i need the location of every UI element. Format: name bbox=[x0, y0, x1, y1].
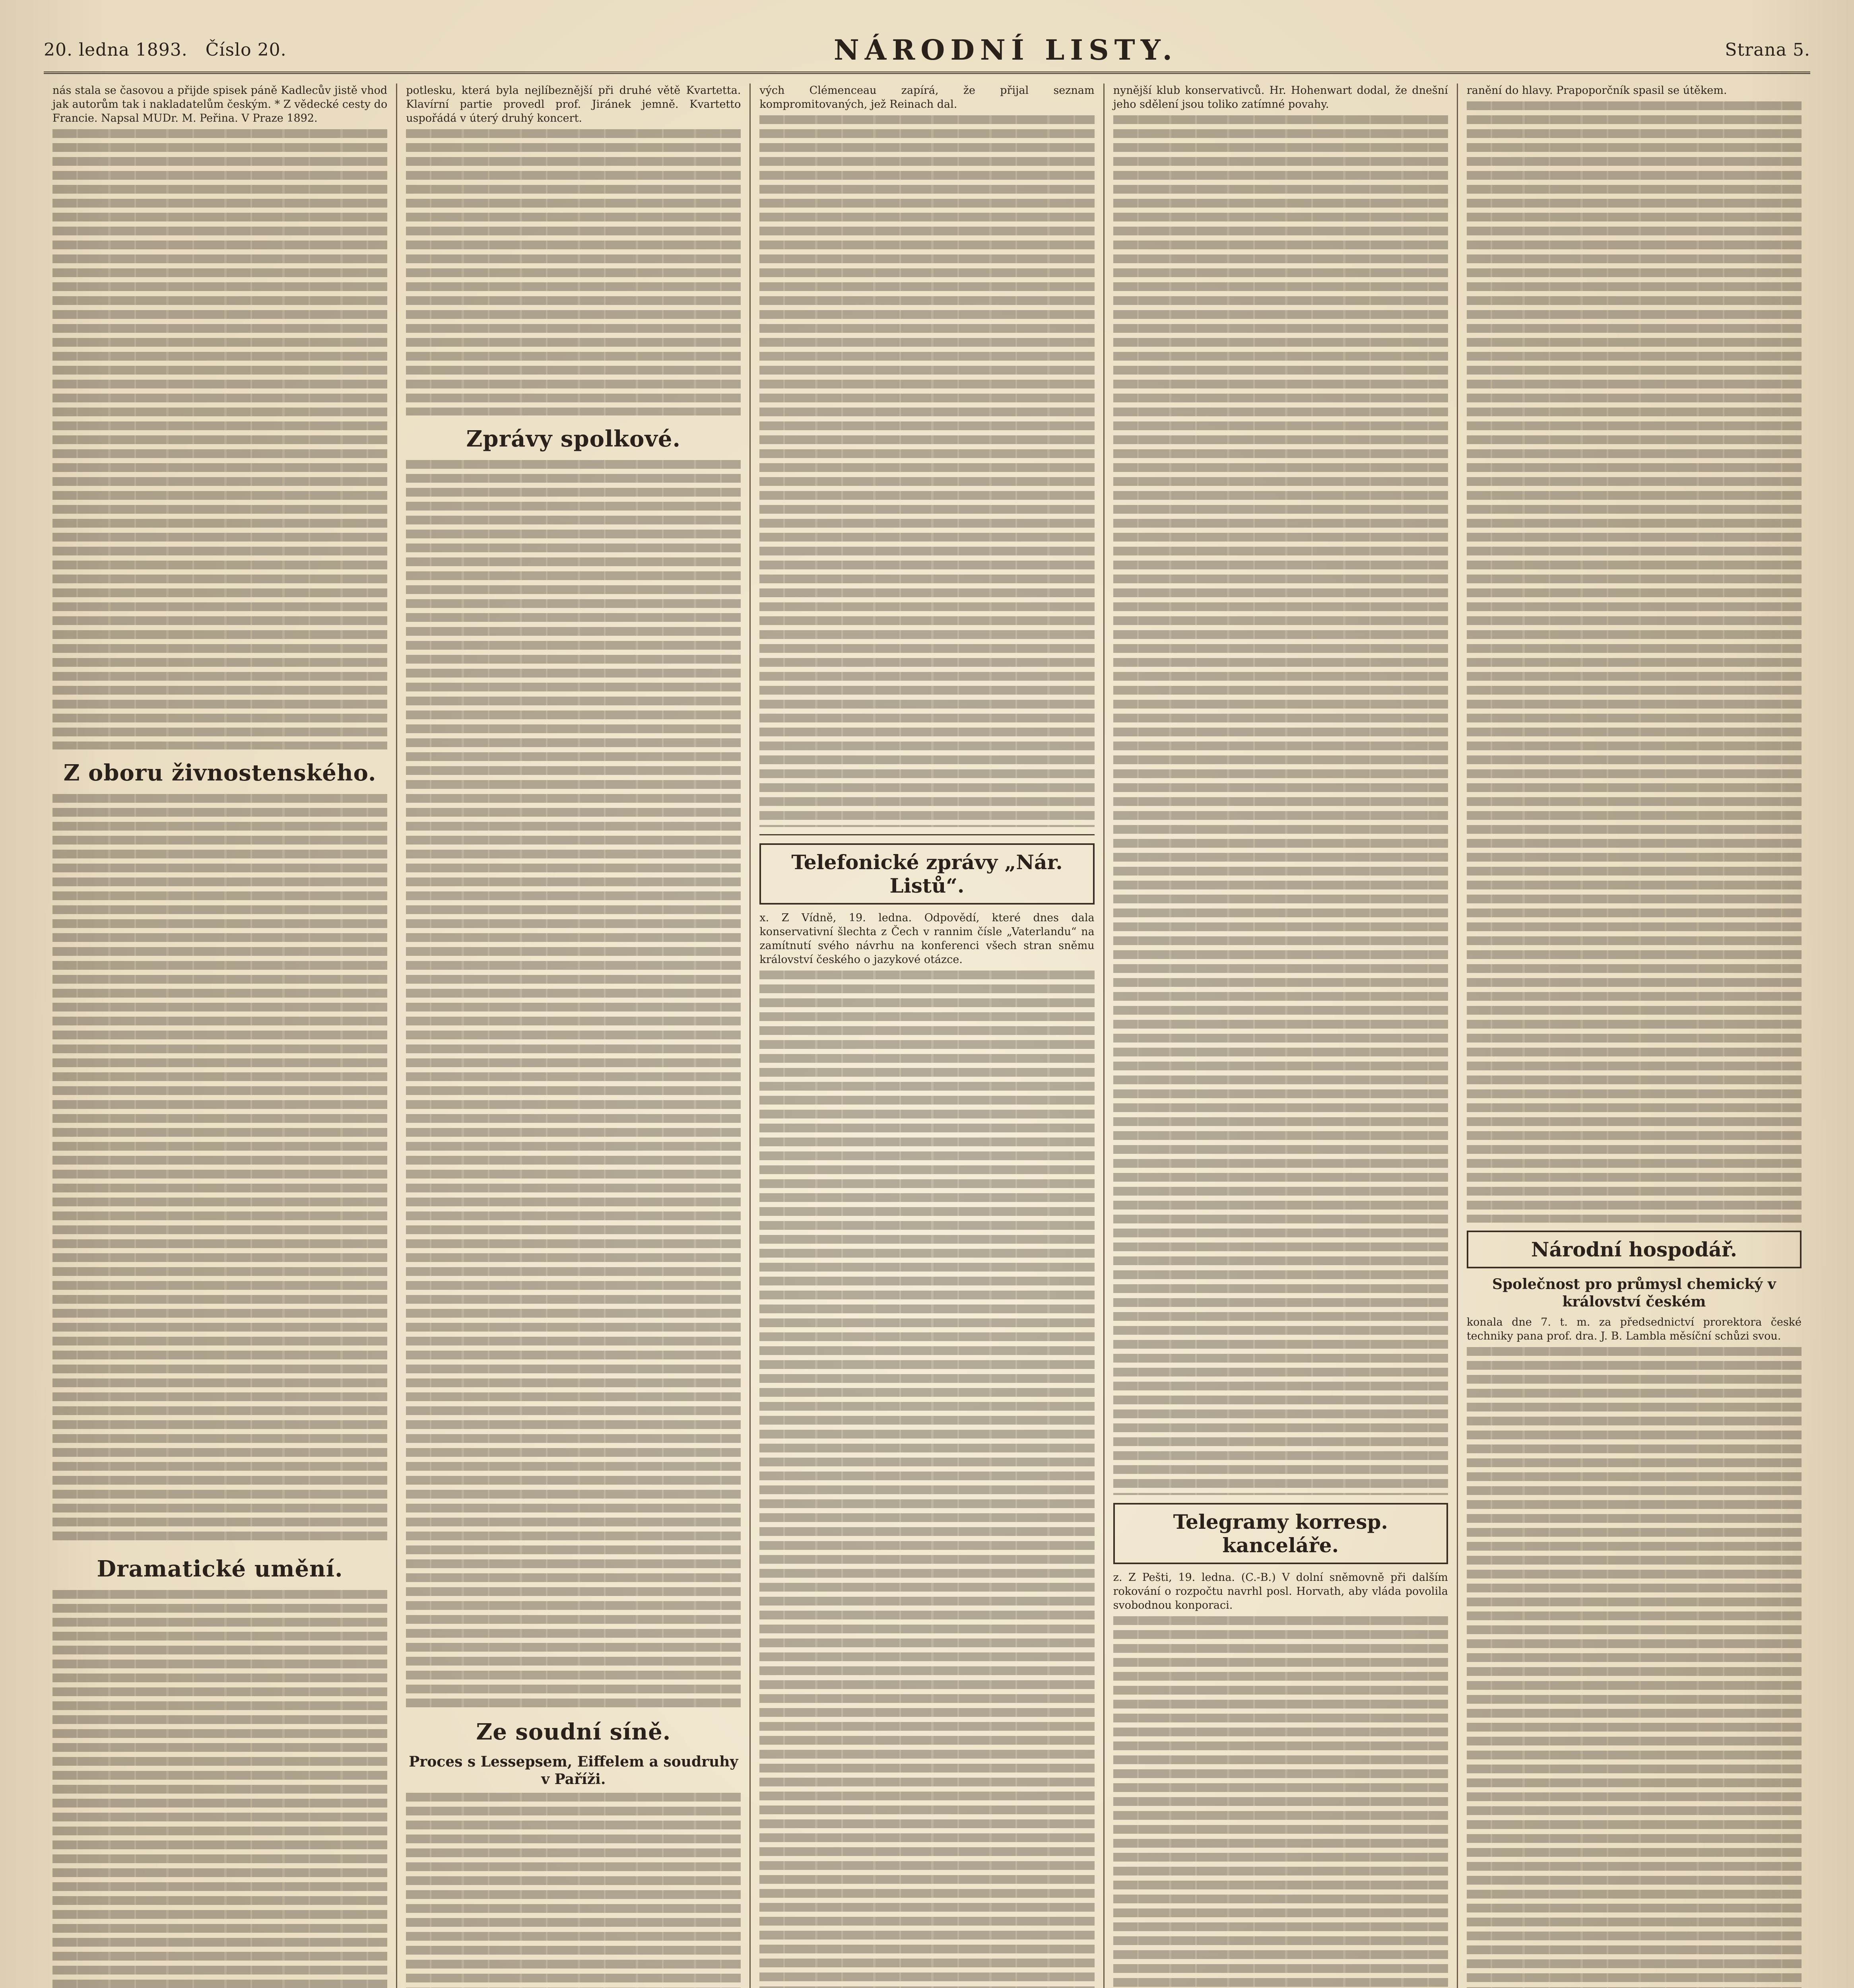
column-text: ranění do hlavy. Prapoporčník spasil se útěkem. bbox=[1466, 84, 1727, 97]
text-block bbox=[406, 129, 741, 415]
text-block bbox=[1113, 1616, 1448, 1988]
column-1 bbox=[44, 83, 397, 1988]
column-text: konala dne 7. t. m. za předsednictví prorektora české techniky pana prof. dra. J. B. Lambla měsíční schůzi svou. bbox=[1466, 1316, 1802, 1342]
article-headline: Společnost pro průmysl chemický v království českém bbox=[1492, 1276, 1776, 1310]
text-block bbox=[759, 971, 1094, 1988]
section-heading: Národní hospodář. bbox=[1467, 1231, 1802, 1268]
header-date-issue: 20. ledna 1893. Číslo 20. bbox=[44, 39, 287, 60]
column-4 bbox=[1105, 83, 1458, 1988]
section-heading: Telegramy korresp. kanceláře. bbox=[1113, 1503, 1448, 1564]
text-block bbox=[759, 115, 1094, 827]
page-number: Strana 5. bbox=[1725, 39, 1810, 60]
column-3 bbox=[751, 83, 1104, 1988]
column-text: x. Z Vídně, 19. ledna. Odpovědí, které dnes dala konservativní šlechta z Čech v rannim čísle „Vaterlandu“ na zamítnutí svého návrhu na konferenci všech stran sněmu království českého o jazykové otázce. bbox=[759, 912, 1095, 966]
divider bbox=[759, 834, 1094, 835]
column-text: nás stala se časovou a přijde spisek páně Kadlecův jistě vhod jak autorům tak i nakladatelům českým. * Z vědecké cesty do Francie. Napsal MUDr. M. Peřina. V Praze 1892. bbox=[52, 84, 388, 124]
column-text: nynější klub konservativců. Hr. Hohenwart dodal, že dnešní jeho sdělení jsou toliko zatímné povahy. bbox=[1113, 84, 1448, 111]
text-block bbox=[406, 460, 741, 1708]
section-heading: Telefonické zprávy „Nár. Listů“. bbox=[759, 843, 1094, 905]
text-block bbox=[52, 794, 387, 1545]
column-2 bbox=[397, 83, 751, 1988]
text-block bbox=[406, 1793, 741, 1988]
section-heading: Zprávy spolkové. bbox=[466, 426, 681, 452]
section-heading: Dramatické umění. bbox=[97, 1556, 343, 1582]
column-5 bbox=[1458, 83, 1810, 1988]
text-block bbox=[52, 1590, 387, 1988]
masthead: NÁRODNÍ LISTY. bbox=[833, 33, 1178, 66]
text-block bbox=[52, 129, 387, 749]
text-block bbox=[1467, 1347, 1802, 1988]
text-block bbox=[1467, 101, 1802, 1223]
column-text: vých Clémenceau zapírá, že přijal seznam kompromitovaných, jež Reinach dal. bbox=[759, 84, 1095, 111]
article-headline: Proces s Lessepsem, Eiffelem a soudruhy v Paříži. bbox=[409, 1753, 738, 1788]
column-text: z. Z Pešti, 19. ledna. (C.-B.) V dolní sněmovně při dalším rokování o rozpočtu navrhl posl. Horvath, aby vláda povolila svobodnou konporaci. bbox=[1113, 1571, 1448, 1611]
columns bbox=[44, 83, 1810, 1988]
page-header bbox=[44, 28, 1810, 74]
section-heading: Ze soudní síně. bbox=[476, 1719, 671, 1745]
section-heading: Z oboru živnostenského. bbox=[63, 760, 377, 786]
column-text: potlesku, která byla nejlíbeznější při druhé větě Kvartetta. Klavírní partie provedl prof. Jiránek jemně. Kvartetto uspořádá v úterý druhý koncert. bbox=[406, 84, 741, 124]
text-block bbox=[1113, 115, 1448, 1495]
